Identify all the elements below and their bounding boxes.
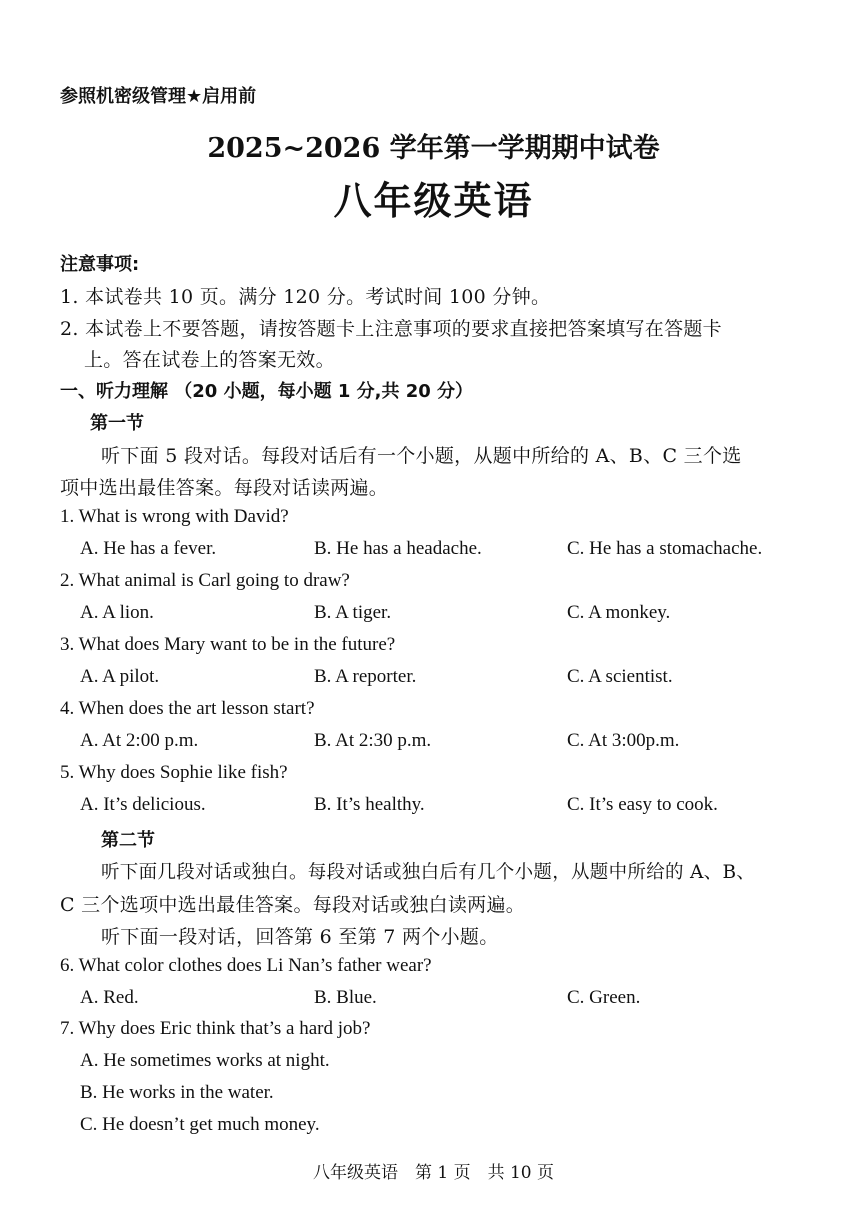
part-2-sub-instruction: 听下面一段对话，回答第 6 至第 7 两个小题。 (101, 926, 499, 948)
q7-option-b: B. He works in the water. (80, 1082, 274, 1103)
part-1-heading: 第一节 (90, 413, 144, 434)
part-1-instruction: 听下面 5 段对话。每段对话后有一个小题，从题中所给的 A、B、C 三个选 (101, 445, 742, 467)
q2-option-c: C. A monkey. (567, 602, 671, 623)
part-2-instruction: 听下面几段对话或独白。每段对话或独白后有几个小题，从题中所给的 A、B、 (101, 862, 756, 883)
q4-option-a: A. At 2:00 p.m. (80, 730, 199, 751)
q1-option-b: B. He has a headache. (314, 538, 482, 559)
notice-item-2-cont: 上。答在试卷上的答案无效。 (84, 349, 335, 371)
part-1-instruction-cont: 项中选出最佳答案。每段对话读两遍。 (60, 477, 389, 499)
part-2-heading: 第二节 (101, 830, 155, 851)
q1-option-a: A. He has a fever. (80, 538, 217, 559)
q6-option-b: B. Blue. (314, 987, 377, 1008)
q3-option-b: B. A reporter. (314, 666, 417, 687)
notice-item-2: 2. 本试卷上不要答题，请按答题卡上注意事项的要求直接把答案填写在答题卡 (60, 318, 722, 340)
notice-item-1: 1. 本试卷共 10 页。满分 120 分。考试时间 100 分钟。 (60, 286, 551, 308)
q4-option-b: B. At 2:30 p.m. (314, 730, 432, 751)
confidentiality-label: 参照机密级管理★启用前 (60, 86, 257, 107)
page-footer: 八年级英语 第 1 页 共 10 页 (312, 1163, 555, 1183)
question-1: 1. What is wrong with David? (60, 506, 289, 527)
question-7: 7. Why does Eric think that’s a hard job? (60, 1018, 371, 1039)
q7-option-c: C. He doesn’t get much money. (80, 1114, 320, 1135)
question-4: 4. When does the art lesson start? (60, 698, 315, 719)
part-2-instruction-cont: C 三个选项中选出最佳答案。每段对话或独白读两遍。 (60, 894, 526, 916)
q4-option-c: C. At 3:00p.m. (567, 730, 680, 751)
question-2: 2. What animal is Carl going to draw? (60, 570, 350, 591)
q3-option-c: C. A scientist. (567, 666, 673, 687)
notice-heading: 注意事项: (60, 254, 140, 275)
question-6: 6. What color clothes does Li Nan’s father wear? (60, 955, 432, 976)
q3-option-a: A. A pilot. (80, 666, 160, 687)
exam-title: 2025~2026 学年第一学期期中试卷 (207, 133, 660, 164)
q6-option-a: A. Red. (80, 987, 139, 1008)
question-5: 5. Why does Sophie like fish? (60, 762, 288, 783)
question-3: 3. What does Mary want to be in the future? (60, 634, 396, 655)
q7-option-a: A. He sometimes works at night. (80, 1050, 330, 1071)
q2-option-a: A. A lion. (80, 602, 154, 623)
q1-option-c: C. He has a stomachache. (567, 538, 763, 559)
q5-option-c: C. It’s easy to cook. (567, 794, 718, 815)
subject-title: 八年级英语 (333, 178, 534, 223)
q5-option-b: B. It’s healthy. (314, 794, 425, 815)
section-heading: 一、听力理解 （20 小题，每小题 1 分,共 20 分） (60, 381, 474, 402)
q2-option-b: B. A tiger. (314, 602, 392, 623)
q5-option-a: A. It’s delicious. (80, 794, 206, 815)
q6-option-c: C. Green. (567, 987, 641, 1008)
